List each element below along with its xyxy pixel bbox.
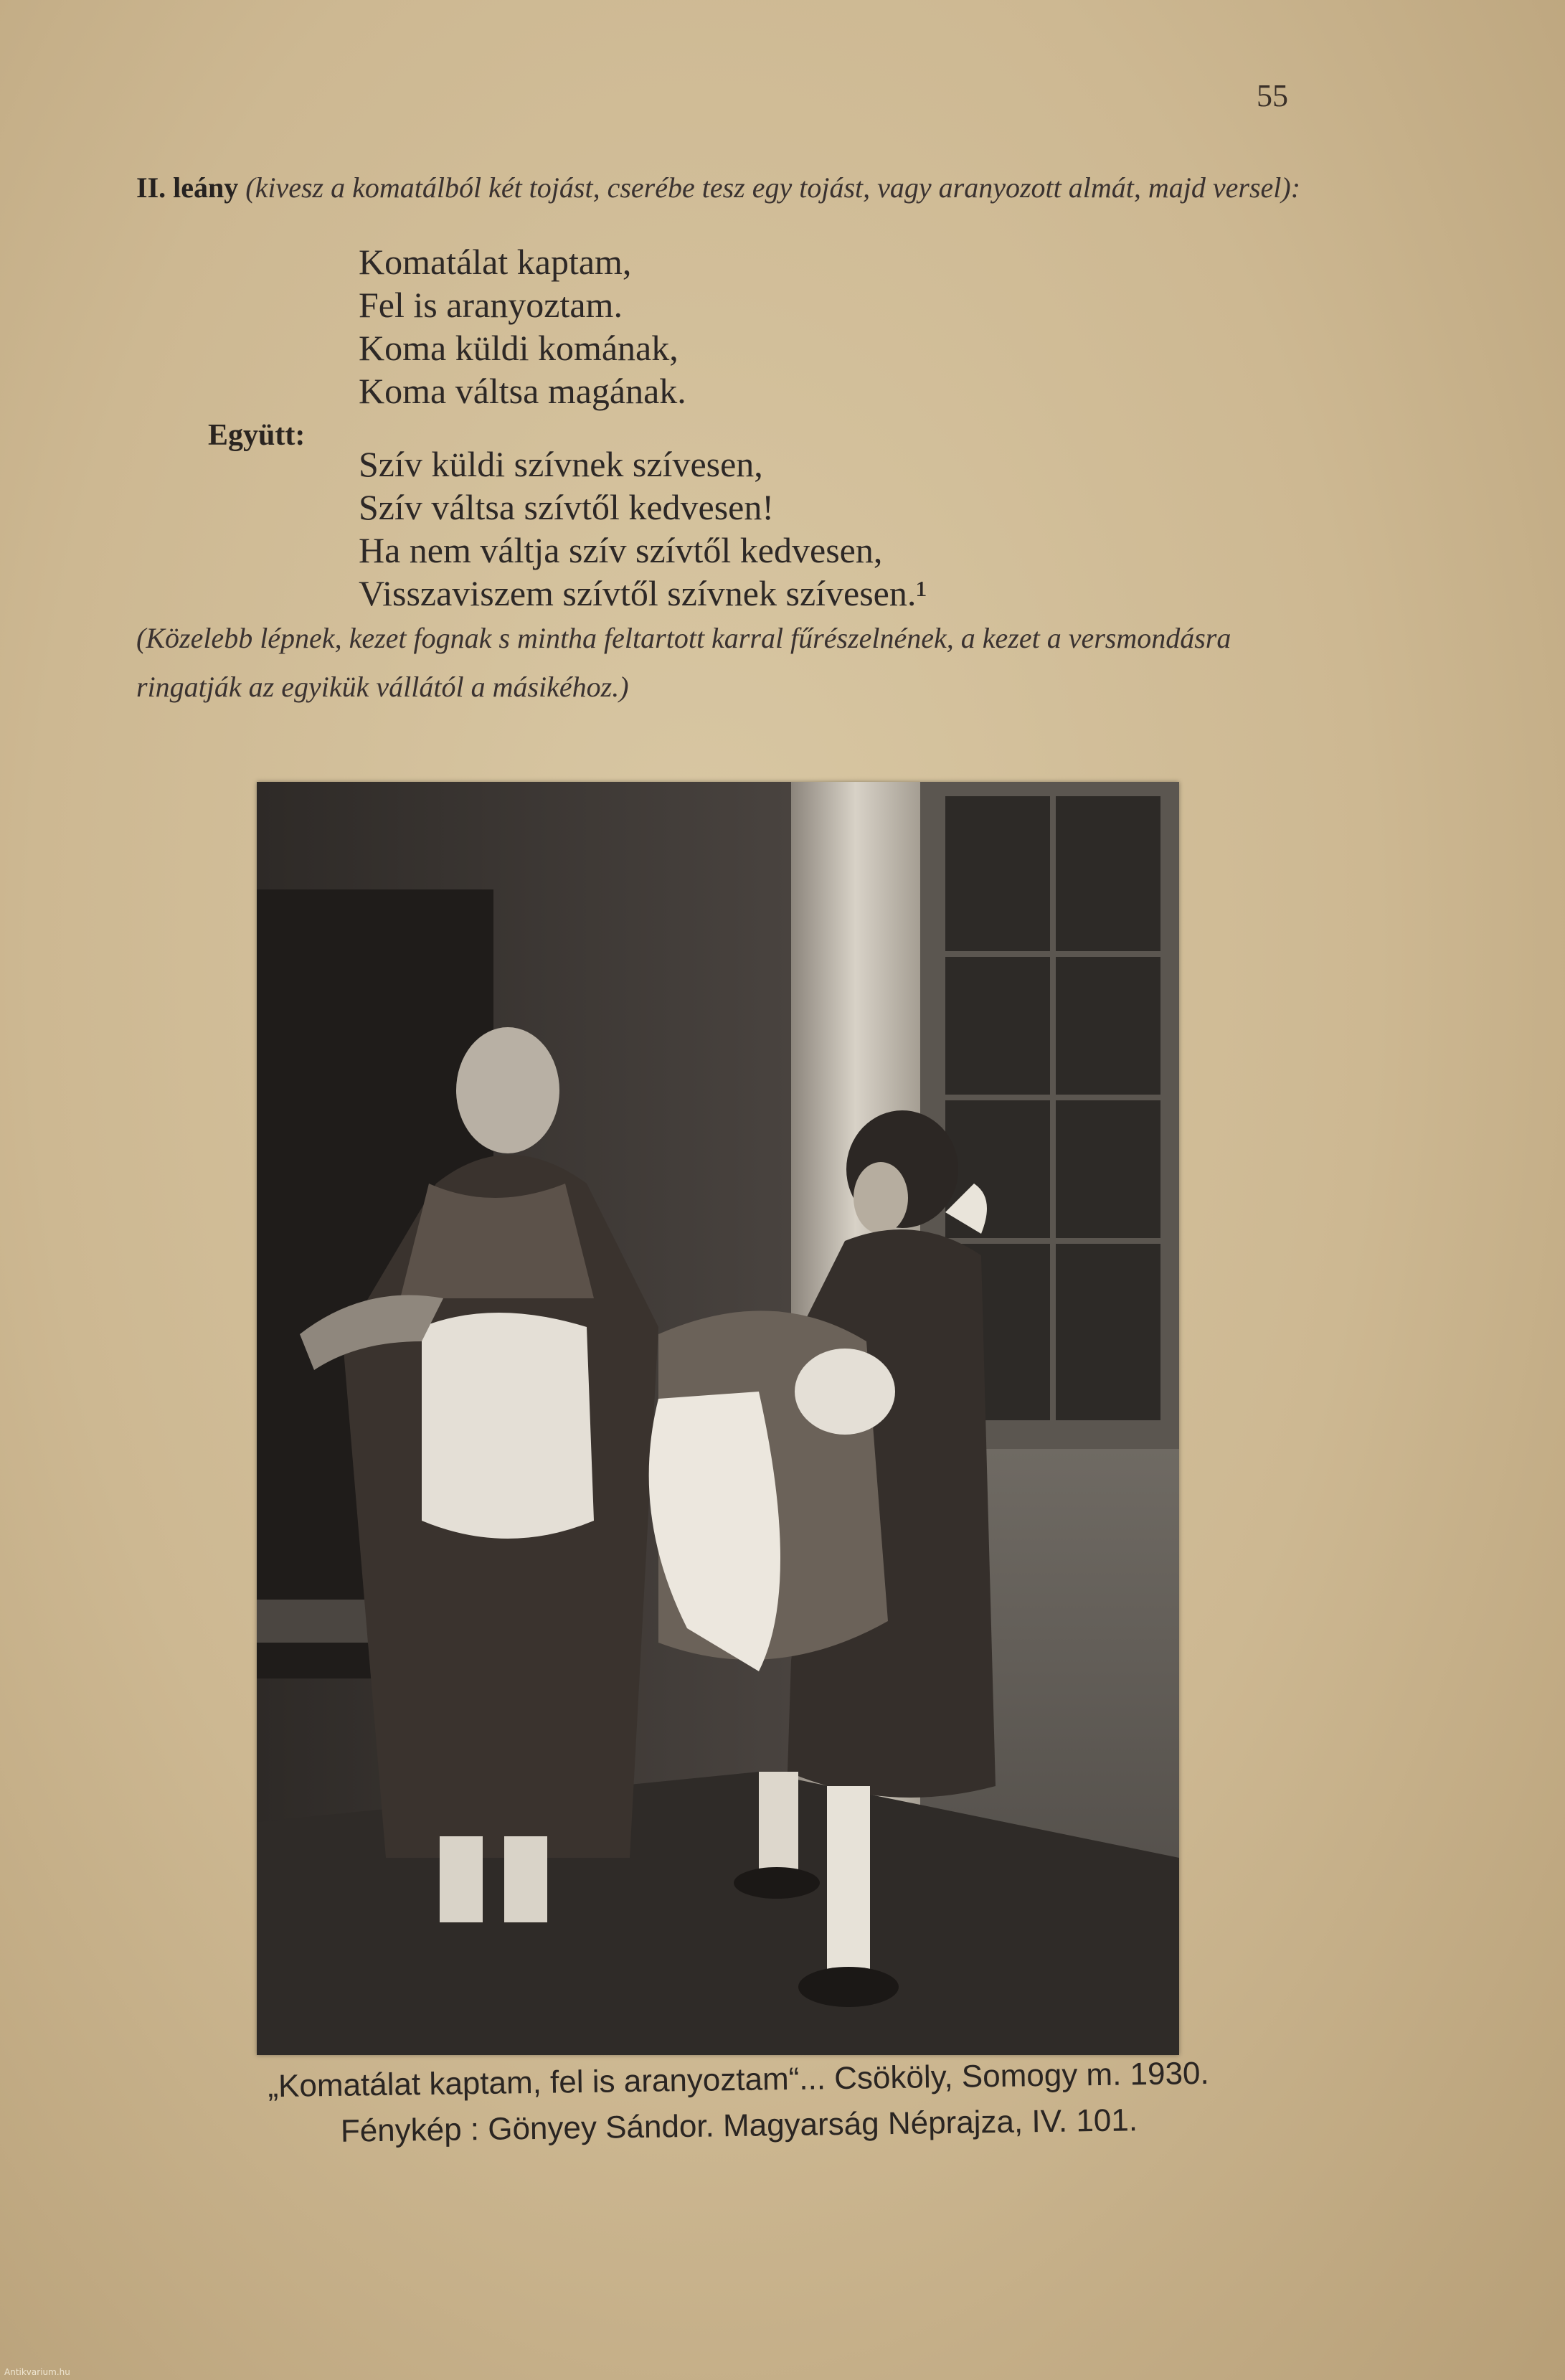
verse-line: Szív váltsa szívtől kedvesen! xyxy=(359,487,775,527)
stage-direction-text: (kivesz a komatálból két tojást, cserébe tesz egy tojást, vagy aranyozott almát, majd versel): xyxy=(245,171,1301,204)
stage-direction-2 xyxy=(136,614,1313,712)
together-label: Együtt: xyxy=(208,419,306,452)
verse-line: Komatálat kaptam, xyxy=(359,242,632,282)
caption-line-1: „Komatálat kaptam, fel is aranyoztam“... Csököly, Somogy m. 1930. xyxy=(268,2055,1210,2105)
verse-line: Visszaviszem szívtől szívnek szívesen.¹ xyxy=(359,573,927,613)
verse-line: Szív küldi szívnek szívesen, xyxy=(359,444,763,484)
verse-line: Fel is aranyoztam. xyxy=(359,285,623,325)
verse-line: Koma váltsa magának. xyxy=(359,371,686,411)
page-number: 55 xyxy=(1257,78,1288,113)
verse-line: Koma küldi komának, xyxy=(359,328,679,368)
stage-direction-text: (Közelebb lépnek, kezet fognak s mintha feltartott karral fűrészelnének, a kezet a versmondásra ringatják az egyikük vállától a másikéhoz.) xyxy=(136,622,1231,703)
photograph xyxy=(257,782,1179,2055)
caption-line-2: Fénykép : Gönyey Sándor. Magyarság Néprajza, IV. 101. xyxy=(340,2102,1138,2149)
verse-block-1 xyxy=(359,240,1291,412)
speaker-label: II. leány xyxy=(136,171,239,204)
verse-line: Ha nem váltja szív szívtől kedvesen, xyxy=(359,530,883,570)
verse-block-2 xyxy=(359,443,1291,615)
stage-direction-1 xyxy=(136,164,1313,212)
watermark: Antikvarium.hu xyxy=(4,2367,70,2377)
photo-caption xyxy=(193,2049,1285,2156)
